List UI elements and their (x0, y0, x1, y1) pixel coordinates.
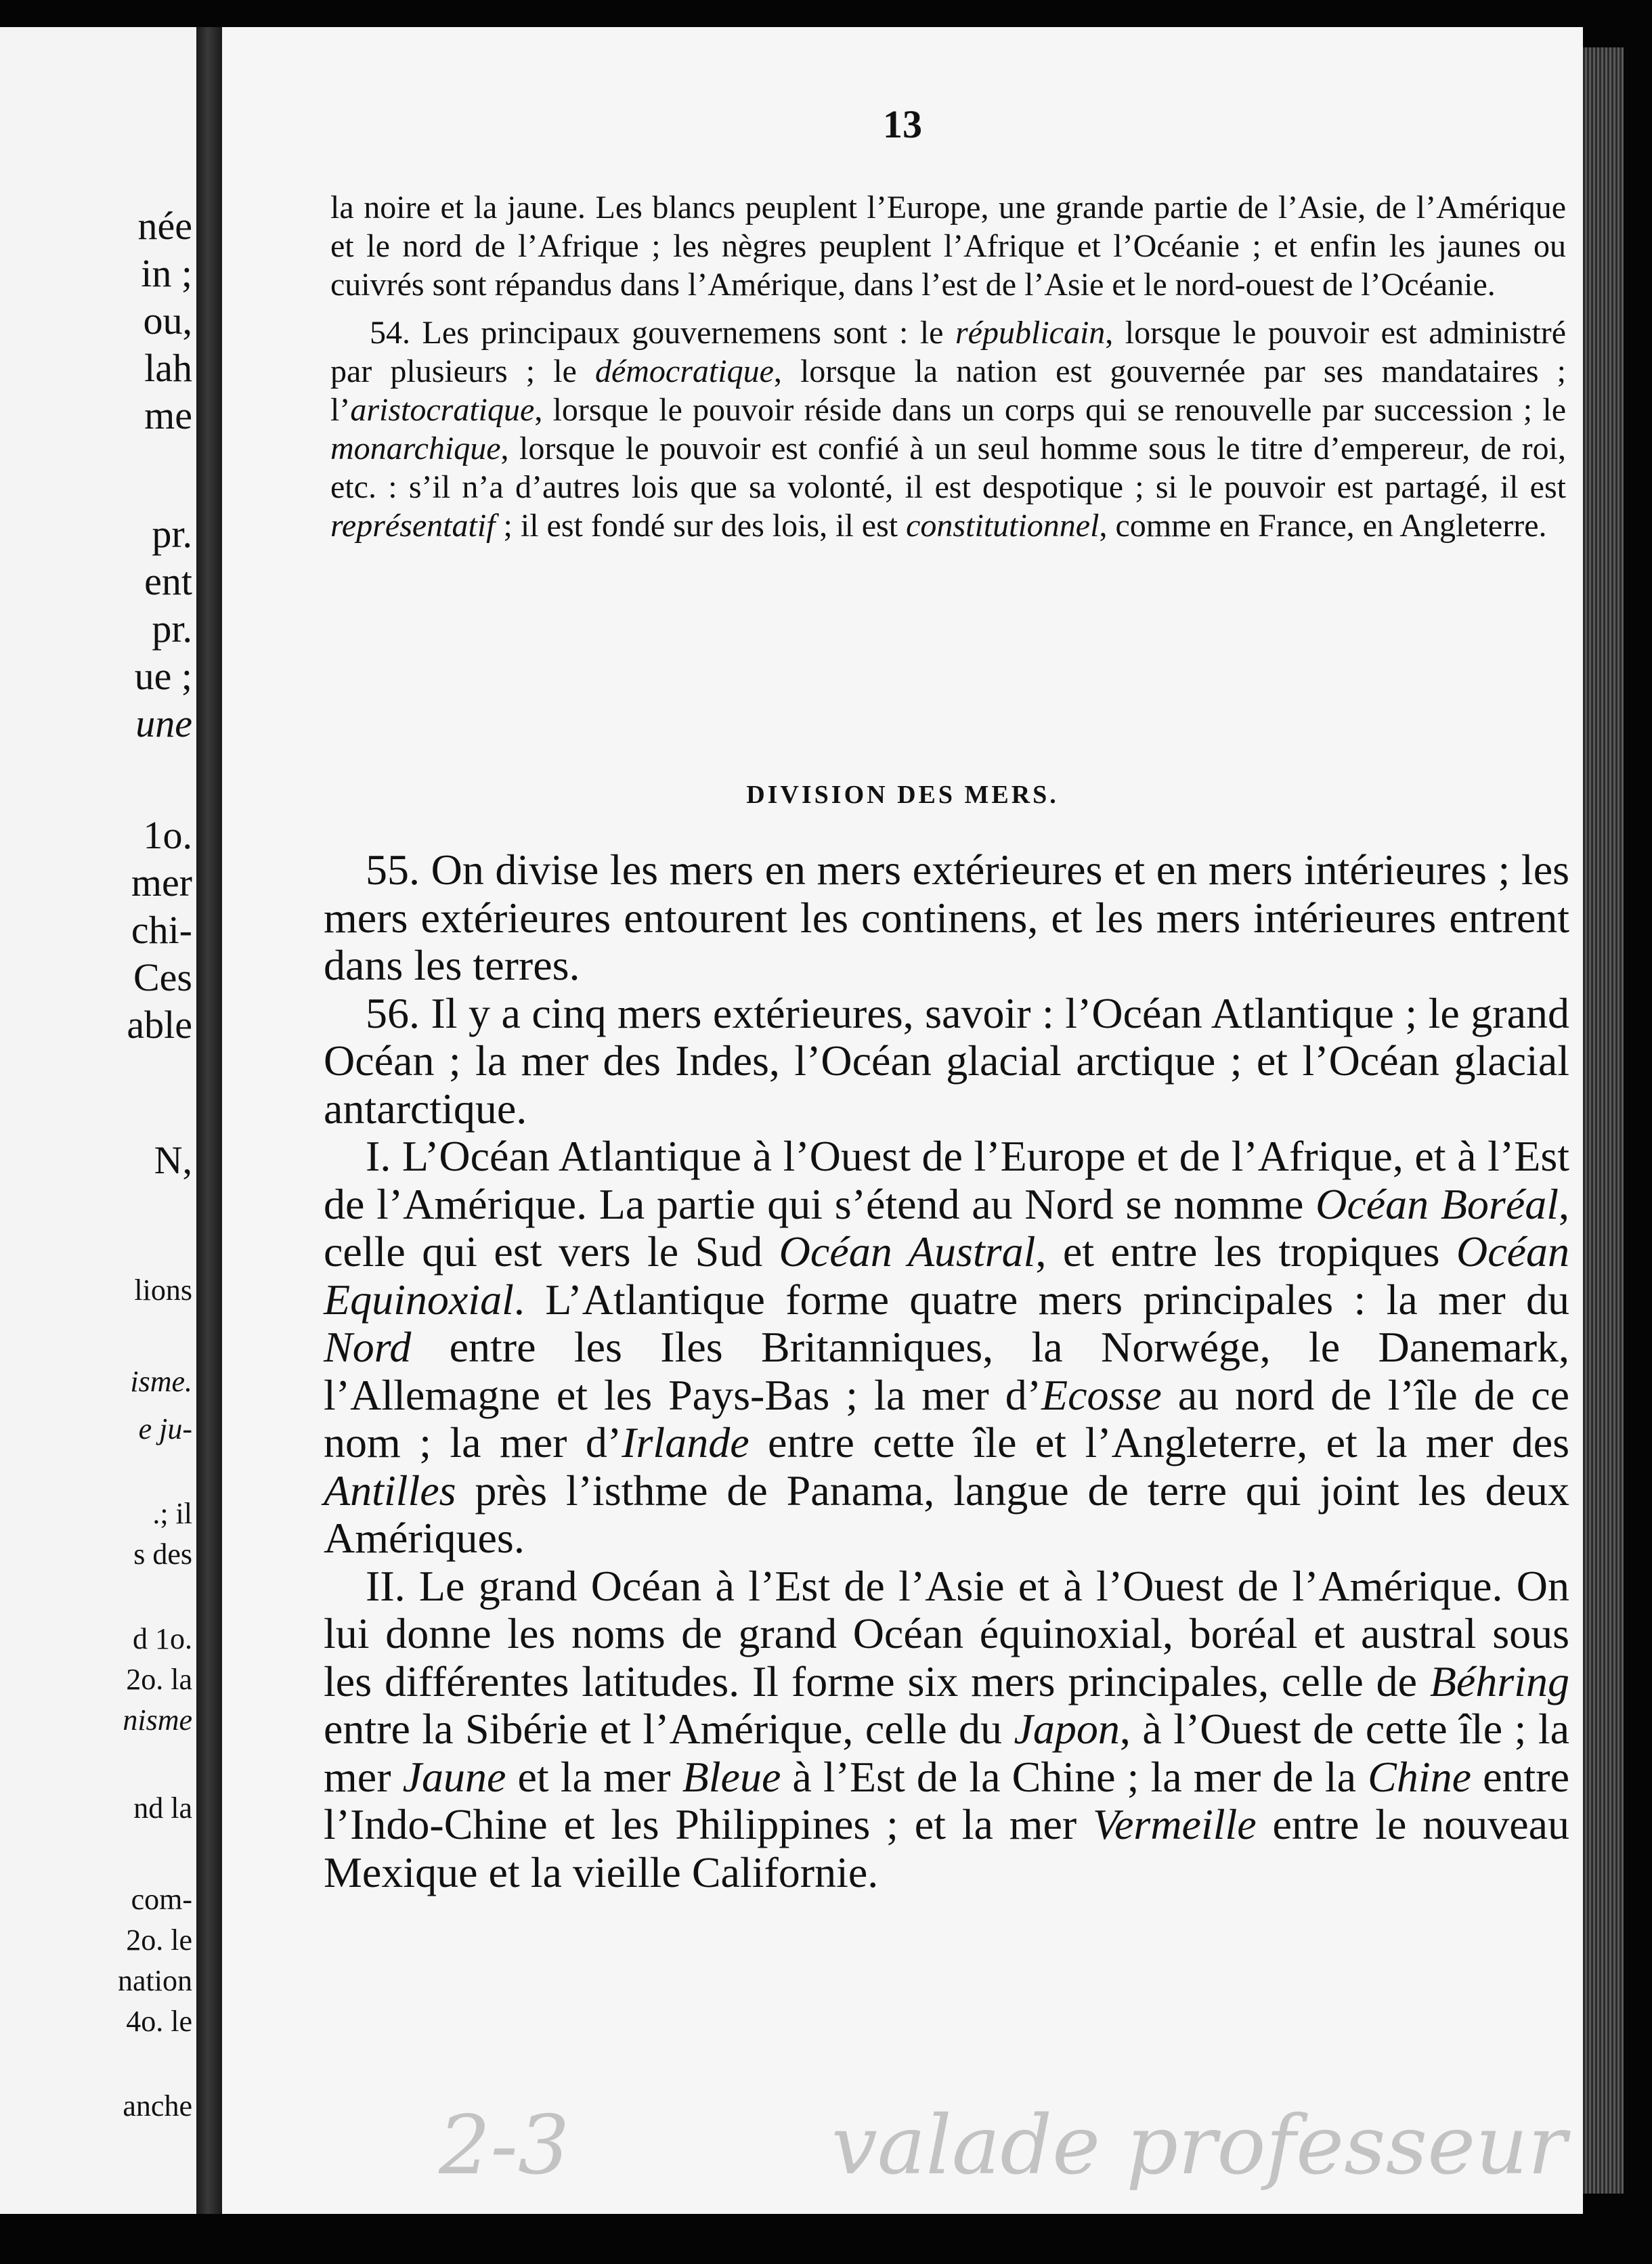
italic-term: Bleue (682, 1752, 781, 1801)
text-run: , lorsque le pouvoir réside dans un corps qui se renouvelle par succession ; le (534, 392, 1566, 428)
left-fragment: nd la (133, 1791, 192, 1825)
paragraph-I (324, 1133, 1569, 1563)
left-fragment: nation (118, 1964, 192, 1997)
left-fragment: me (144, 393, 192, 437)
section-heading: DIVISION DES MERS. (746, 781, 1059, 809)
left-fragment: lions (134, 1274, 192, 1307)
italic-term: Nord (324, 1323, 412, 1371)
italic-term: représentatif (330, 508, 496, 544)
text-run: entre l’Indo-Chine et les Philippines ; et la mer (324, 1752, 1570, 1848)
book-gutter (196, 27, 222, 2214)
left-fragment: une (135, 701, 192, 745)
small-print-block (330, 188, 1566, 545)
italic-term: Océan Boréal (1316, 1179, 1559, 1228)
italic-term: Jaune (402, 1752, 506, 1801)
left-fragment: anche (123, 2089, 192, 2122)
text-run: entre cette île et l’Angleterre, et la mer des (749, 1418, 1569, 1466)
page-stack-edge (1583, 47, 1624, 2194)
text-run: , comme en France, en Angleterre. (1099, 508, 1547, 544)
text-run: entre le nouveau Mexique et la vieille Californie. (324, 1800, 1570, 1896)
left-fragment: 2o. la (126, 1663, 192, 1696)
left-fragment: .; il (152, 1497, 192, 1530)
paragraph-55: 55. On divise les mers en mers extérieures et en mers intérieures ; les mers extérieures entourent les continens, et les mers intérieures entrent dans les terres. (324, 846, 1569, 989)
text-run: 54. Les principaux gouvernemens sont : le (370, 315, 955, 351)
text-run: I. L’Océan Atlantique à l’Ouest de l’Europe et de l’Afrique, et à l’Est de l’Amérique. La partie qui s’étend au Nord se nomme (324, 1132, 1569, 1228)
left-page-fragment (0, 27, 196, 2214)
italic-term: Chine (1368, 1752, 1472, 1801)
text-run: . L’Atlantique forme quatre mers principales : la mer du (513, 1275, 1569, 1324)
left-fragment: lah (144, 346, 192, 390)
left-fragment: N, (154, 1138, 192, 1182)
left-fragment: mer (131, 861, 192, 905)
text-run: , lorsque la nation est gouvernée par ses mandataires ; l’ (330, 353, 1566, 428)
left-fragment: née (137, 204, 192, 248)
left-fragment: nisme (123, 1703, 192, 1737)
italic-term: aristocratique (350, 392, 535, 428)
paragraph-56: 56. Il y a cinq mers extérieures, savoir : l’Océan Atlantique ; le grand Océan ; la mer des Indes, l’Océan glacial arctique ; et l’Océan glacial antarctique. (324, 988, 1569, 1133)
handwritten-note-left: 2-3 (439, 2099, 570, 2193)
italic-term: Ecosse (1041, 1370, 1162, 1419)
left-fragment: s des (133, 1538, 192, 1571)
left-fragment: chi- (131, 908, 192, 952)
left-fragment: ue ; (134, 654, 192, 698)
left-fragment: e ju- (138, 1412, 192, 1445)
text-run: , lorsque le pouvoir est confié à un seul homme sous le titre d’empereur, de roi, etc. : s’il n’a d’autres lois que sa volonté, il est despotique ; si le pouvoir est partagé, il est (330, 431, 1566, 505)
left-fragment: Ces (133, 955, 192, 999)
italic-term: Irlande (622, 1418, 749, 1466)
italic-term: constitutionnel (906, 508, 1100, 544)
italic-term: démocratique (594, 353, 774, 389)
text-run: entre la Sibérie et l’Amérique, celle du (324, 1705, 1014, 1753)
italic-term: Japon (1014, 1705, 1120, 1753)
left-fragment: in ; (141, 251, 192, 295)
right-page (222, 27, 1583, 2214)
text-run: et la mer (506, 1752, 682, 1801)
text-run: II. Le grand Océan à l’Est de l’Asie et à l’Ouest de l’Amérique. On lui donne les noms de grand Océan équinoxial, boréal et austral sous les différentes latitudes. Il forme six mers principales, celle de (324, 1561, 1569, 1705)
handwritten-signature: valade professeur (831, 2099, 1567, 2193)
text-run: , et entre les tropiques (1035, 1227, 1456, 1276)
text-run: à l’Est de la Chine ; la mer de la (781, 1752, 1368, 1801)
text-run: entre les Iles Britanniques, la Norwége, le Danemark, l’Allemagne et les Pays-Bas ; la mer d’ (324, 1323, 1569, 1419)
paragraph-54 (330, 313, 1566, 545)
left-fragment: d 1o. (133, 1622, 192, 1655)
left-fragment: pr. (152, 512, 192, 556)
text-run: , celle qui est vers le Sud (324, 1179, 1570, 1276)
italic-term: Béhring (1429, 1657, 1569, 1705)
left-fragment: ent (144, 559, 192, 603)
text-run: au nord de l’île de ce nom ; la mer d’ (324, 1370, 1570, 1466)
italic-term: monarchique (330, 431, 501, 466)
italic-term: Vermeille (1093, 1800, 1257, 1848)
paragraph-53-continuation: la noire et la jaune. Les blancs peuplent l’Europe, une grande partie de l’Asie, de l’Amérique et le nord de l’Afrique ; les nègres peuplent l’Afrique et l’Océanie ; et enfin les jaunes ou cuivrés sont répandus dans l’Amérique, dans l’est de l’Asie et le nord-ouest de l’Océanie. (330, 190, 1566, 303)
paragraph-II (324, 1563, 1569, 1897)
left-fragment: com- (131, 1883, 192, 1916)
text-run: , à l’Ouest de cette île ; la mer (324, 1705, 1570, 1801)
page-number: 13 (883, 102, 922, 146)
left-fragment: 4o. le (126, 2005, 192, 2038)
left-fragment: 2o. le (126, 1923, 192, 1957)
large-print-block (324, 846, 1569, 1896)
left-fragment: ou, (143, 299, 192, 343)
left-fragment: 1o. (143, 813, 192, 857)
left-fragment: pr. (152, 607, 192, 651)
italic-term: Antilles (324, 1466, 456, 1515)
italic-term: républicain (955, 315, 1106, 351)
text-run: ; il est fondé sur des lois, il est (495, 508, 907, 544)
italic-term: Océan Austral (779, 1227, 1036, 1276)
left-fragment: isme. (130, 1365, 192, 1398)
text-run: près l’isthme de Panama, langue de terre qui joint les deux Amériques. (324, 1466, 1569, 1562)
text-run: , lorsque le pouvoir est administré par plusieurs ; le (330, 315, 1567, 389)
italic-term: Océan Equinoxial (324, 1227, 1570, 1324)
left-fragment: able (127, 1003, 192, 1047)
